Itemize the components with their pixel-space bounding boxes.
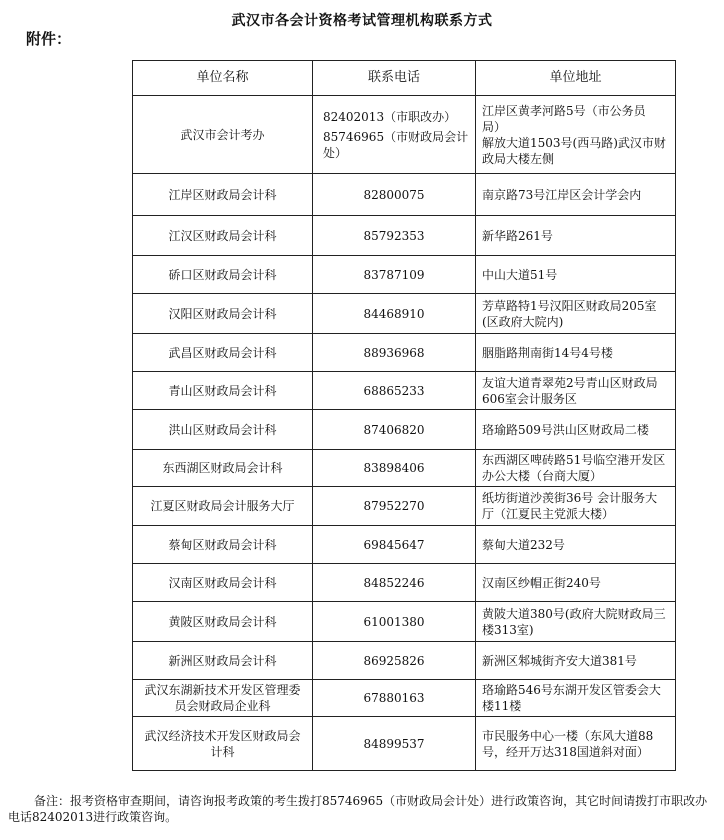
address-cell: 中山大道51号 [476, 256, 676, 294]
phone-cell [313, 642, 476, 680]
unit-name-cell: 江岸区财政局会计科 [133, 174, 313, 216]
table-row [133, 680, 676, 717]
unit-name-cell: 蔡甸区财政局会计科 [133, 526, 313, 564]
table-row [133, 216, 676, 256]
table-row [133, 602, 676, 642]
phone-number: 84852246 [363, 575, 425, 590]
table-row [133, 450, 676, 487]
address-cell: 汉南区纱帽正街240号 [476, 564, 676, 602]
phone-cell [313, 410, 476, 450]
table-row [133, 96, 676, 174]
table-row [133, 526, 676, 564]
phone-number: 86925826 [363, 653, 425, 668]
address-cell: 珞瑜路509号洪山区财政局二楼 [476, 410, 676, 450]
address-cell: 市民服务中心一楼（东风大道88号，经开万达318国道斜对面） [476, 717, 676, 771]
header-phone: 联系电话 [313, 61, 476, 96]
phone-cell [313, 96, 476, 174]
address-cell: 黄陂大道380号(政府大院财政局三楼313室) [476, 602, 676, 642]
table-row [133, 487, 676, 526]
table-row [133, 642, 676, 680]
unit-name-cell: 东西湖区财政局会计科 [133, 450, 313, 487]
address-cell: 新洲区邾城街齐安大道381号 [476, 642, 676, 680]
unit-name-cell: 武昌区财政局会计科 [133, 334, 313, 372]
phone-cell [313, 372, 476, 410]
table-row [133, 294, 676, 334]
address-cell: 江岸区黄孝河路5号（市公务员局） 解放大道1503号(西马路)武汉市财政局大楼左侧 [476, 96, 676, 174]
unit-name-cell: 汉南区财政局会计科 [133, 564, 313, 602]
address-cell: 新华路261号 [476, 216, 676, 256]
unit-name-cell: 汉阳区财政局会计科 [133, 294, 313, 334]
table-row [133, 372, 676, 410]
address-cell: 东西湖区啤砖路51号临空港开发区办公大楼（台商大厦） [476, 450, 676, 487]
phone-number: 87406820 [363, 422, 425, 437]
address-cell: 珞瑜路546号东湖开发区管委会大楼11楼 [476, 680, 676, 717]
phone-number: 68865233 [363, 383, 425, 398]
phone-number: 83787109 [363, 267, 425, 282]
page-title: 武汉市各会计资格考试管理机构联系方式 [231, 13, 493, 29]
unit-name-cell: 武汉东湖新技术开发区管理委员会财政局企业科 [133, 680, 313, 717]
phone-number: 85746965（市财政局会计处） [323, 129, 469, 160]
phone-number: 84468910 [363, 306, 425, 321]
unit-name-cell: 江夏区财政局会计服务大厅 [133, 487, 313, 526]
phone-number: 84899537 [363, 736, 425, 751]
table-row [133, 410, 676, 450]
footnote: 备注：报考资格审查期间，请咨询报考政策的考生拨打85746965（市财政局会计处）进行政策咨询，其它时间请拨打市职改办电话82402013进行政策咨询。 [8, 794, 708, 824]
phone-cell [313, 256, 476, 294]
phone-cell [313, 717, 476, 771]
phone-cell [313, 334, 476, 372]
unit-name-cell: 洪山区财政局会计科 [133, 410, 313, 450]
unit-name-cell: 武汉市会计考办 [133, 96, 313, 174]
address-cell: 胭脂路荆南街14号4号楼 [476, 334, 676, 372]
address-cell: 蔡甸大道232号 [476, 526, 676, 564]
phone-number: 85792353 [363, 228, 425, 243]
address-cell: 纸坊街道沙羡街36号 会计服务大厅（江夏民主党派大楼） [476, 487, 676, 526]
phone-cell [313, 602, 476, 642]
table-row [133, 174, 676, 216]
phone-number: 82800075 [363, 187, 425, 202]
phone-cell [313, 294, 476, 334]
unit-name-cell: 青山区财政局会计科 [133, 372, 313, 410]
phone-cell [313, 680, 476, 717]
table-body [133, 96, 676, 771]
phone-number: 61001380 [363, 614, 425, 629]
table-row [133, 334, 676, 372]
address-cell: 芳草路特1号汉阳区财政局205室(区政府大院内) [476, 294, 676, 334]
attachment-label: 附件： [26, 30, 72, 48]
table-header-row [133, 61, 676, 96]
unit-name-cell: 黄陂区财政局会计科 [133, 602, 313, 642]
phone-cell [313, 526, 476, 564]
phone-cell [313, 216, 476, 256]
unit-name-cell: 新洲区财政局会计科 [133, 642, 313, 680]
address-cell: 友谊大道青翠苑2号青山区财政局606室会计服务区 [476, 372, 676, 410]
phone-cell [313, 487, 476, 526]
header-unit-name: 单位名称 [133, 61, 313, 96]
unit-name-cell: 武汉经济技术开发区财政局会计科 [133, 717, 313, 771]
phone-number: 87952270 [363, 499, 425, 513]
phone-number: 69845647 [363, 537, 425, 552]
contacts-table [132, 60, 676, 771]
header-address: 单位地址 [476, 61, 676, 96]
table-row [133, 256, 676, 294]
unit-name-cell: 硚口区财政局会计科 [133, 256, 313, 294]
phone-number: 82402013（市职改办） [323, 109, 457, 124]
address-cell: 南京路73号江岸区会计学会内 [476, 174, 676, 216]
phone-cell [313, 174, 476, 216]
table-row [133, 717, 676, 771]
phone-cell [313, 564, 476, 602]
phone-number: 83898406 [363, 461, 425, 475]
table-row [133, 564, 676, 602]
phone-cell [313, 450, 476, 487]
phone-number: 88936968 [363, 345, 425, 360]
unit-name-cell: 江汉区财政局会计科 [133, 216, 313, 256]
phone-number: 67880163 [363, 691, 425, 705]
